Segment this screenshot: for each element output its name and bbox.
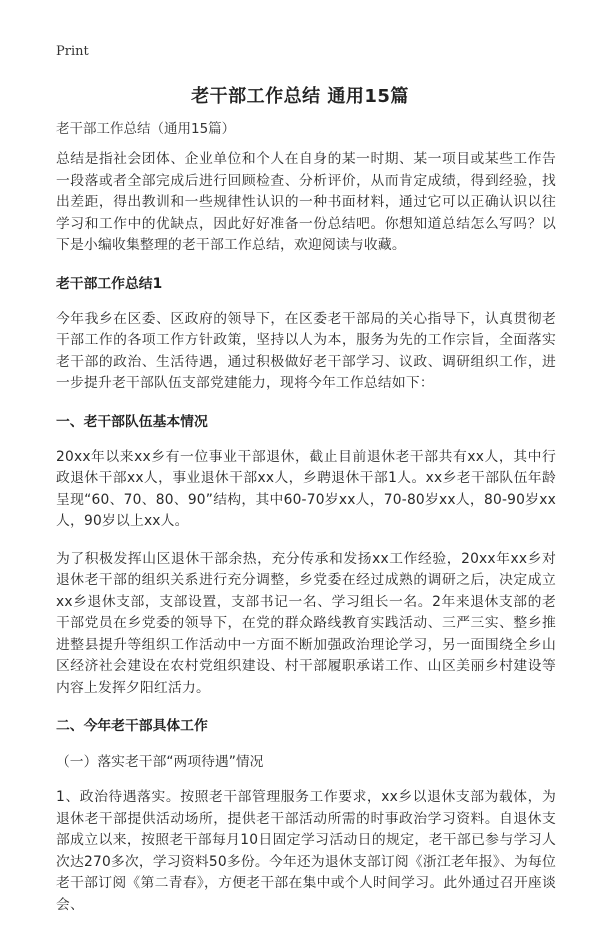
heading-basic-situation: 一、老干部队伍基本情况 bbox=[56, 413, 208, 430]
basic-situation-paragraph-1: 20xx年以来xx乡有一位事业干部退休，截止目前退休老干部共有xx人，其中行政退休干部xx人，事业退休干部xx人，乡聘退休干部1人。xx乡老干部队伍年龄呈现“60、70、80、90”结构，其中60-70岁xx人，70-80岁xx人，80-90岁xx人，90岁以上xx人。 bbox=[56, 448, 556, 529]
heading-specific-work: 二、今年老干部具体工作 bbox=[56, 718, 208, 734]
page-title: 老干部工作总结 通用15篇 bbox=[191, 86, 409, 107]
basic-situation-paragraph-2: 为了积极发挥山区退休干部余热，充分传承和发扬xx工作经验，20xx年xx乡对退休老干部的组织关系进行充分调整，乡党委在经过成熟的调研之后，决定成立xx乡退休支部，支部设置，支部书记一名、学习组长一名。2年来退休支部的老干部党员在乡党委的领导下，在党的群众路线教育实践活动、三严三实、整乡推进整县提升等组织工作活动中一方面不断加强政治理论学习，另一面围绕全乡山区经济社会建设在农村党组织建设、村干部履职承诺工作、山区美丽乡村建设等内容上发挥夕阳红活力。 bbox=[56, 550, 556, 696]
section-heading-1: 老干部工作总结1 bbox=[56, 275, 163, 292]
intro-paragraph: 总结是指社会团体、企业单位和个人在自身的某一时期、某一项目或某些工作告一段落或者全部完成后进行回顾检查、分析评价，从而肯定成绩，得到经验，找出差距，得出教训和一些规律性认识的一种书面材料，通过它可以正确认识以往学习和工作中的优缺点，因此好好准备一份总结吧。你想知道总结怎么写吗？以下是小编收集整理的老干部工作总结，欢迎阅读与收藏。 bbox=[56, 151, 556, 253]
document-subtitle: 老干部工作总结（通用15篇） bbox=[56, 121, 236, 137]
political-treatment-paragraph: 1、政治待遇落实。按照老干部管理服务工作要求，xx乡以退休支部为载体，为退休老干部提供活动场所，提供老干部活动所需的时事政治学习资料。自退休支部成立以来，按照老干部每月10日固定学习活动日的规定，老干部已参与学习人次达270多次，学习资料50多份。今年还为退休支部订阅《浙江老年报》、为每位老干部订阅《第二青春》，方便老干部在集中或个人时间学习。此外通过召开座谈会、 bbox=[56, 789, 556, 913]
section-1-paragraph: 今年我乡在区委、区政府的领导下，在区委老干部局的关心指导下，认真贯彻老干部工作的各项工作方针政策，坚持以人为本，服务为先的工作宗旨，全面落实老干部的政治、生活待遇，通过积极做好老干部学习、议政、调研组织工作，进一步提升老干部队伍支部党建能力，现将今年工作总结如下： bbox=[56, 310, 556, 391]
print-label[interactable]: Print bbox=[56, 44, 89, 59]
subheading-two-treatments: （一）落实老干部“两项待遇”情况 bbox=[56, 754, 264, 770]
document-body bbox=[56, 118, 556, 932]
